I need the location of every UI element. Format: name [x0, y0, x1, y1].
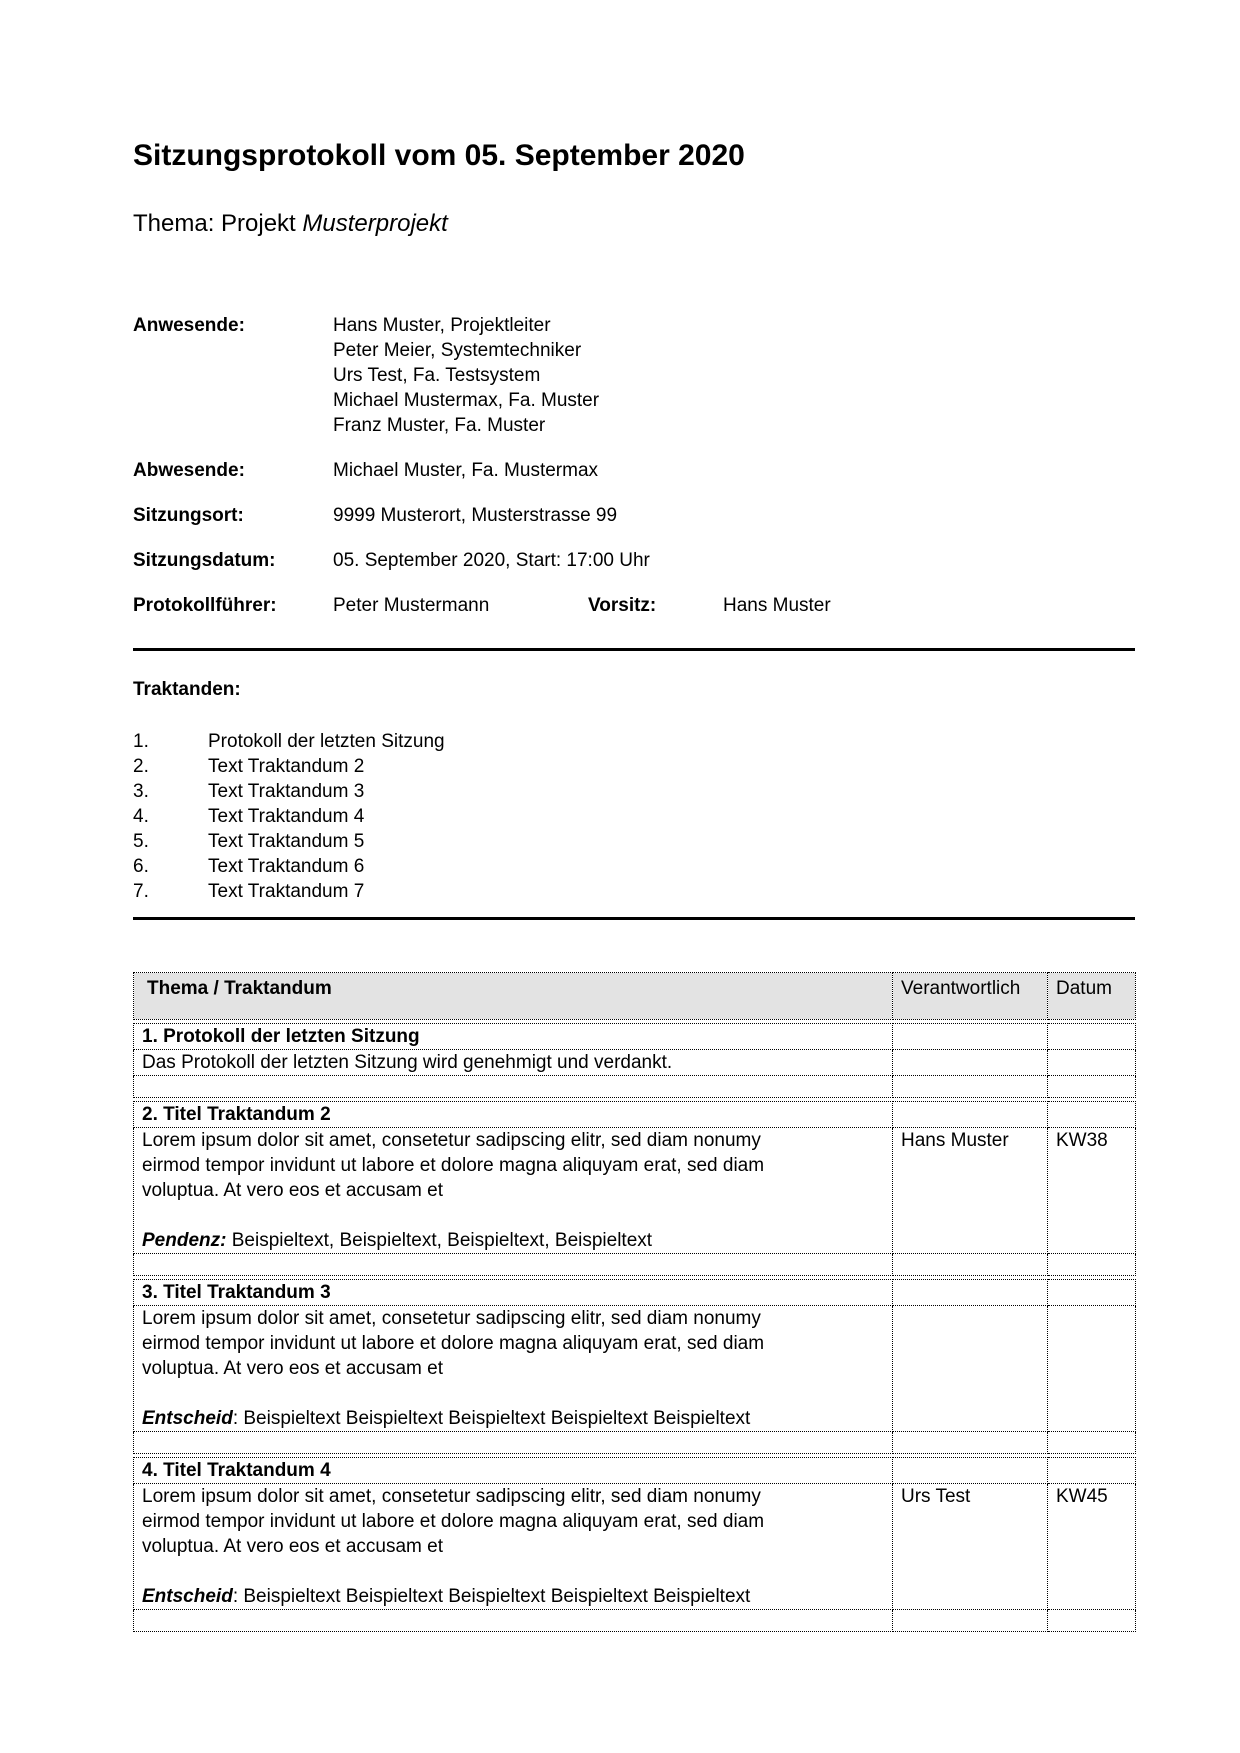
sitzungsdatum-value: 05. September 2020, Start: 17:00 Uhr — [333, 549, 650, 571]
note-line — [142, 1406, 884, 1431]
traktanden-item — [133, 729, 1135, 754]
empty-cell — [893, 1279, 1048, 1305]
protocol-table — [133, 972, 1135, 1632]
empty-cell — [1048, 1101, 1136, 1127]
traktanden-item-text: Protokoll der letzten Sitzung — [208, 730, 445, 752]
note-text: Beispieltext, Beispieltext, Beispieltext, Beispieltext — [226, 1229, 653, 1251]
divider-rule-top — [133, 648, 1135, 651]
empty-cell — [1048, 1023, 1136, 1049]
page-subtitle — [133, 210, 1135, 239]
abwesende-value: Michael Muster, Fa. Mustermax — [333, 459, 599, 481]
note-line — [142, 1228, 884, 1253]
spacer-row — [134, 1431, 1136, 1453]
sitzungsort-label: Sitzungsort: — [133, 504, 244, 526]
meta-row-abwesende — [133, 458, 1135, 483]
meta-row-anwesende — [133, 313, 1135, 438]
traktanden-item-number: 1. — [133, 730, 149, 752]
traktanden-heading: Traktanden: — [133, 678, 241, 700]
empty-cell — [893, 1049, 1048, 1075]
traktanden-item-text: Text Traktandum 7 — [208, 880, 365, 902]
block-content-cell — [134, 1483, 893, 1609]
anwesende-value: Hans Muster, Projektleiter Peter Meier, Systemtechniker Urs Test, Fa. Testsystem Michael Mustermax, Fa. Muster Franz Muster, Fa. Muster — [333, 314, 600, 436]
traktanden-item-text: Text Traktandum 6 — [208, 855, 365, 877]
traktanden-item — [133, 754, 1135, 779]
traktanden-item-number: 3. — [133, 780, 149, 802]
meta-row-sitzungsort — [133, 503, 1135, 528]
divider-rule-bottom — [133, 917, 1135, 920]
traktanden-item-text: Text Traktandum 3 — [208, 780, 365, 802]
note-label: Pendenz: — [142, 1229, 227, 1251]
empty-cell — [893, 1075, 1048, 1097]
traktandum-block-2 — [133, 1101, 1136, 1276]
block-text-cell: Das Protokoll der letzten Sitzung wird genehmigt und verdankt. — [134, 1049, 893, 1075]
empty-cell — [1048, 1431, 1136, 1453]
traktanden-item-text: Text Traktandum 4 — [208, 805, 365, 827]
block-title-cell: 4. Titel Traktandum 4 — [134, 1457, 893, 1483]
header-cell-datum: Datum — [1048, 972, 1136, 1019]
note-line — [142, 1584, 884, 1609]
block-title-row — [134, 1101, 1136, 1127]
table-header-row — [134, 972, 1136, 1019]
traktanden-item-number: 6. — [133, 855, 149, 877]
traktanden-list — [133, 729, 1135, 904]
traktandum-block-4 — [133, 1457, 1136, 1632]
traktanden-item-number: 5. — [133, 830, 149, 852]
sitzungsort-value: 9999 Musterort, Musterstrasse 99 — [333, 504, 618, 526]
traktanden-item-number: 2. — [133, 755, 149, 777]
blank-line — [142, 1203, 884, 1228]
note-label: Entscheid — [142, 1585, 233, 1607]
traktanden-item — [133, 804, 1135, 829]
spacer-row — [134, 1253, 1136, 1275]
empty-cell — [134, 1431, 893, 1453]
block-title-cell: 3. Titel Traktandum 3 — [134, 1279, 893, 1305]
block-title-cell: 1. Protokoll der letzten Sitzung — [134, 1023, 893, 1049]
protokollfuehrer-value: Peter Mustermann — [333, 594, 490, 616]
traktanden-item — [133, 854, 1135, 879]
block-content-row — [134, 1305, 1136, 1431]
empty-cell — [1048, 1075, 1136, 1097]
meta-section — [133, 313, 1135, 618]
traktanden-item-text: Text Traktandum 2 — [208, 755, 365, 777]
block-title-row — [134, 1457, 1136, 1483]
subtitle-project-name: Musterprojekt — [302, 210, 448, 237]
empty-cell — [134, 1609, 893, 1631]
spacer-row — [134, 1075, 1136, 1097]
content-paragraph: Lorem ipsum dolor sit amet, consetetur sadipscing elitr, sed diam nonumy eirmod tempor invidunt ut labore et dolore magna aliquyam erat, sed diam voluptua. At vero eos et accusam et — [142, 1307, 765, 1379]
blank-line — [142, 1381, 884, 1406]
blank-line — [142, 1559, 884, 1584]
anwesende-label: Anwesende: — [133, 314, 245, 336]
empty-cell — [134, 1253, 893, 1275]
meta-row-sitzungsdatum — [133, 548, 1135, 573]
traktanden-item-number: 4. — [133, 805, 149, 827]
empty-cell — [1048, 1253, 1136, 1275]
block-content-cell — [134, 1305, 893, 1431]
block-title-row — [134, 1279, 1136, 1305]
traktanden-item-number: 7. — [133, 880, 149, 902]
empty-cell — [893, 1431, 1048, 1453]
traktandum-block-3 — [133, 1279, 1136, 1454]
verantwortlich-cell — [893, 1305, 1048, 1431]
block-content-cell — [134, 1127, 893, 1253]
empty-cell — [893, 1023, 1048, 1049]
table-header-block — [133, 972, 1136, 1020]
abwesende-label: Abwesende: — [133, 459, 245, 481]
block-text-row — [134, 1049, 1136, 1075]
note-text: : Beispieltext Beispieltext Beispieltext Beispieltext Beispieltext — [232, 1407, 751, 1429]
empty-cell — [1048, 1609, 1136, 1631]
vorsitz-value: Hans Muster — [723, 594, 831, 616]
block-title-row — [134, 1023, 1136, 1049]
datum-cell — [1048, 1305, 1136, 1431]
block-title-cell: 2. Titel Traktandum 2 — [134, 1101, 893, 1127]
empty-cell — [1048, 1279, 1136, 1305]
vorsitz-label: Vorsitz: — [588, 594, 657, 616]
empty-cell — [893, 1609, 1048, 1631]
block-content-row — [134, 1483, 1136, 1609]
empty-cell — [134, 1075, 893, 1097]
content-paragraph: Lorem ipsum dolor sit amet, consetetur sadipscing elitr, sed diam nonumy eirmod tempor invidunt ut labore et dolore magna aliquyam erat, sed diam voluptua. At vero eos et accusam et — [142, 1129, 765, 1201]
empty-cell — [893, 1457, 1048, 1483]
note-label: Entscheid — [142, 1407, 233, 1429]
empty-cell — [1048, 1049, 1136, 1075]
block-content-row — [134, 1127, 1136, 1253]
empty-cell — [893, 1101, 1048, 1127]
note-text: : Beispieltext Beispieltext Beispieltext Beispieltext Beispieltext — [232, 1585, 751, 1607]
header-cell-verantwortlich: Verantwortlich — [893, 972, 1048, 1019]
subtitle-text: Thema: Projekt — [133, 210, 303, 237]
content-paragraph: Lorem ipsum dolor sit amet, consetetur sadipscing elitr, sed diam nonumy eirmod tempor invidunt ut labore et dolore magna aliquyam erat, sed diam voluptua. At vero eos et accusam et — [142, 1485, 765, 1557]
empty-cell — [893, 1253, 1048, 1275]
sitzungsdatum-label: Sitzungsdatum: — [133, 549, 276, 571]
traktanden-item — [133, 879, 1135, 904]
spacer-row — [134, 1609, 1136, 1631]
page-title: Sitzungsprotokoll vom 05. September 2020 — [133, 139, 745, 172]
protokollfuehrer-label: Protokollführer: — [133, 594, 277, 616]
verantwortlich-cell: Urs Test — [893, 1483, 1048, 1609]
traktanden-item — [133, 829, 1135, 854]
verantwortlich-cell: Hans Muster — [893, 1127, 1048, 1253]
empty-cell — [1048, 1457, 1136, 1483]
datum-cell: KW38 — [1048, 1127, 1136, 1253]
header-cell-thema: Thema / Traktandum — [134, 972, 893, 1019]
traktandum-block-1 — [133, 1023, 1136, 1098]
datum-cell: KW45 — [1048, 1483, 1136, 1609]
meta-row-protokollfuehrer — [133, 593, 1135, 618]
traktanden-item-text: Text Traktandum 5 — [208, 830, 365, 852]
traktanden-item — [133, 779, 1135, 804]
